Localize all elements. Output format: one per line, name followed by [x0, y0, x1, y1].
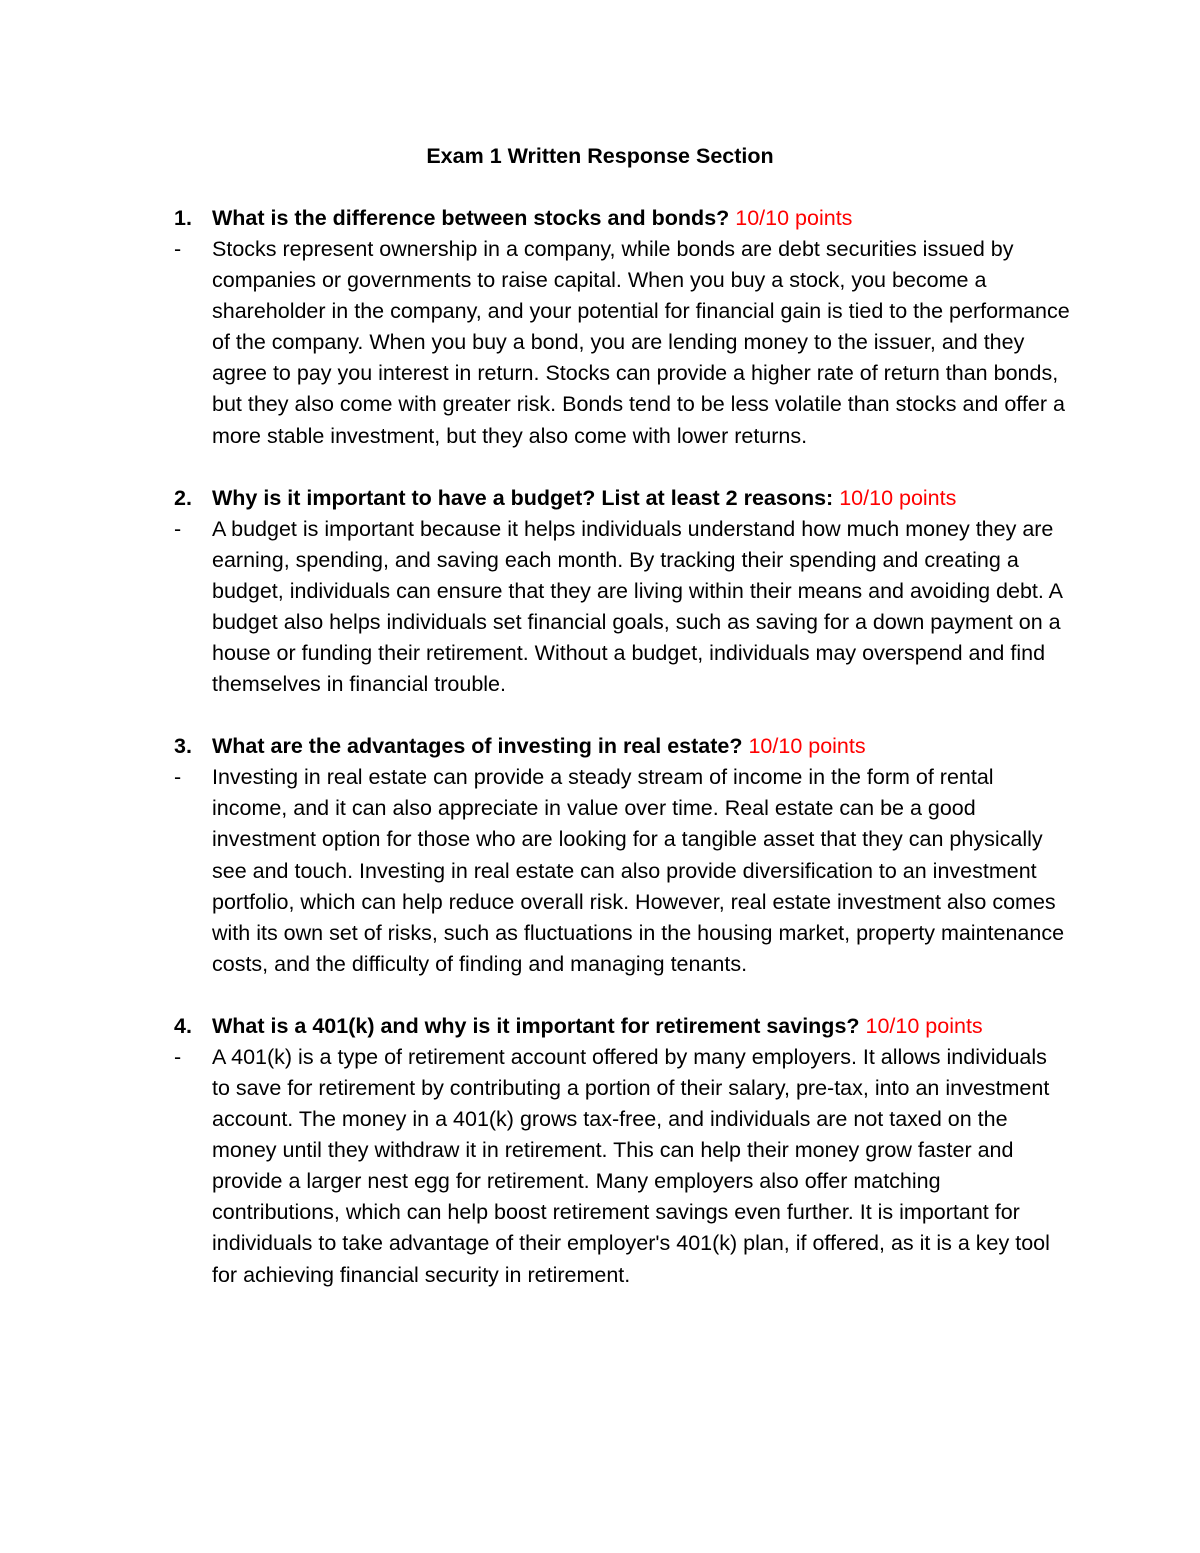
question-text: Why is it important to have a budget? List at least 2 reasons: — [212, 485, 834, 510]
answer-bullet: - — [174, 237, 182, 261]
question-points: 10/10 points — [748, 734, 866, 759]
question-points: 10/10 points — [865, 1013, 983, 1038]
answer — [0, 1042, 1070, 1291]
question-points: 10/10 points — [735, 206, 853, 230]
answer — [0, 234, 1070, 452]
question-list — [0, 203, 1200, 1322]
question-number: 4. — [174, 1013, 192, 1038]
answer — [0, 514, 1070, 701]
question-text: What is a 401(k) and why is it important for retirement savings? — [212, 1013, 860, 1038]
question-item — [0, 1011, 1200, 1291]
question-number: 2. — [174, 485, 192, 510]
question-number: 1. — [174, 206, 192, 230]
answer — [0, 762, 1070, 980]
answer-text: A budget is important because it helps individuals understand how much money they are earning, spending, and saving each month. By tracking their spending and creating a budget, individuals can ensure that they are living within their means and avoiding debt. A budget also helps individuals set financial goals, such as saving for a down payment on a house or funding their retirement. Without a budget, individuals may overspend and find themselves in financial trouble. — [212, 516, 1062, 697]
question-item — [0, 731, 1200, 980]
question-item — [0, 203, 1200, 452]
question-heading — [0, 731, 1200, 762]
answer-bullet: - — [174, 516, 182, 541]
question-text: What is the difference between stocks and bonds? — [212, 206, 730, 230]
answer-bullet: - — [174, 1044, 182, 1069]
question-number: 3. — [174, 734, 192, 759]
question-text: What are the advantages of investing in real estate? — [212, 734, 743, 759]
answer-text: A 401(k) is a type of retirement account offered by many employers. It allows individuals to save for retirement by contributing a portion of their salary, pre-tax, into an investment account. The money in a 401(k) grows tax-free, and individuals are not taxed on the money until they withdraw it in retirement. This can help their money grow faster and provide a larger nest egg for retirement. Many employers also offer matching contributions, which can help boost retirement savings even further. It is important for individuals to take advantage of their employer's 401(k) plan, if offered, as it is a key tool for achieving financial security in retirement. — [212, 1044, 1050, 1287]
answer-bullet: - — [174, 765, 182, 790]
question-item — [0, 483, 1200, 701]
question-points: 10/10 points — [839, 485, 957, 510]
question-heading — [0, 1011, 1200, 1042]
answer-text: Stocks represent ownership in a company, while bonds are debt securities issued by companies or governments to raise capital. When you buy a stock, you become a shareholder in the company, and your potential for financial gain is tied to the performance of the company. When you buy a bond, you are lending money to the issuer, and they agree to pay you interest in return. Stocks can provide a higher rate of return than bonds, but they also come with greater risk. Bonds tend to be less volatile than stocks and offer a more stable investment, but they also come with lower returns. — [212, 237, 1070, 448]
question-heading — [0, 203, 1200, 234]
answer-text: Investing in real estate can provide a steady stream of income in the form of rental income, and it can also appreciate in value over time. Real estate can be a good investment option for those who are looking for a tangible asset that they can physically see and touch. Investing in real estate can also provide diversification to an investment portfolio, which can help reduce overall risk. However, real estate investment also comes with its own set of risks, such as fluctuations in the housing market, property maintenance costs, and the difficulty of finding and managing tenants. — [212, 765, 1065, 976]
question-heading — [0, 483, 1200, 514]
document-title: Exam 1 Written Response Section — [426, 144, 774, 168]
